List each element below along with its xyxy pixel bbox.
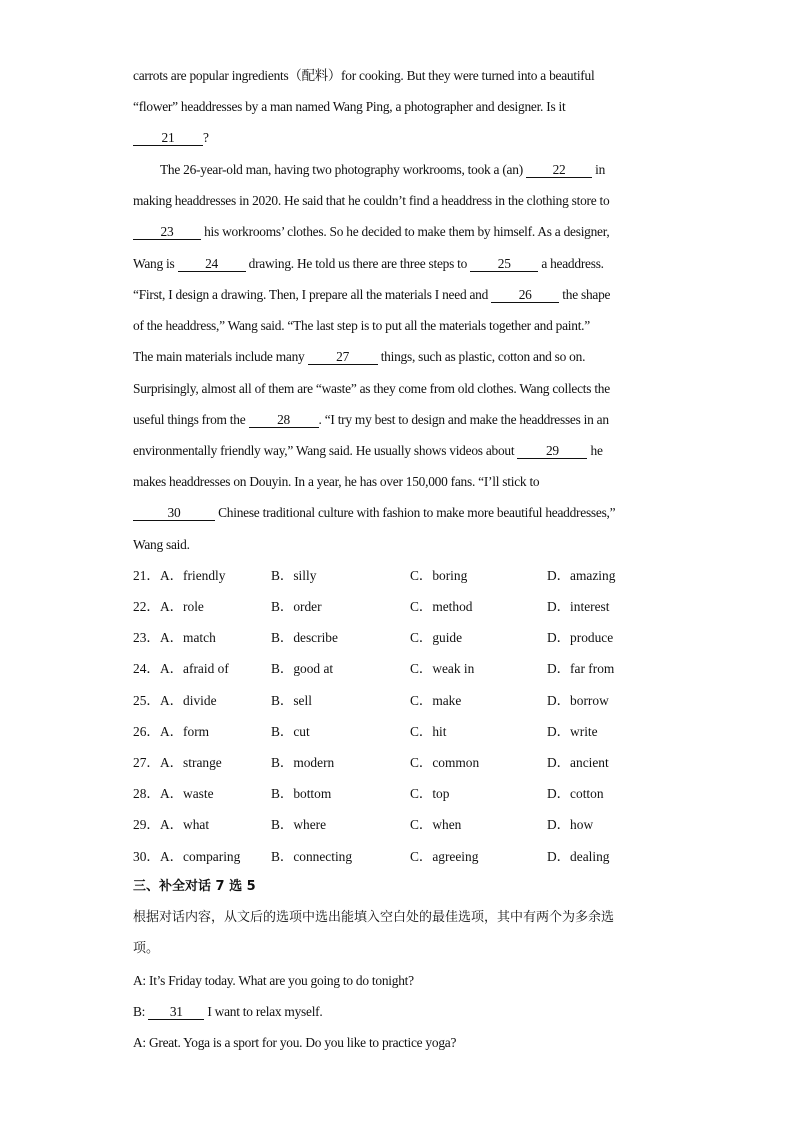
passage-line: The main materials include many 27 things, such as plastic, cotton and so on. [133, 349, 586, 364]
dialogue-line: B: 31 I want to relax myself. [133, 1004, 323, 1019]
option-d[interactable]: D．borrow [547, 693, 609, 708]
passage-line: 23 his workrooms’ clothes. So he decided to make them by himself. As a designer, [133, 223, 610, 241]
blank-24[interactable]: 24 [178, 256, 246, 272]
option-b[interactable]: B．modern [271, 755, 335, 770]
option-c[interactable]: C．agreeing [410, 849, 479, 864]
passage-line: useful things from the 28 . “I try my best to design and make the headdresses in an [133, 412, 609, 427]
option-c[interactable]: C．make [410, 693, 462, 708]
option-d[interactable]: D．far from [547, 661, 615, 676]
blank-27[interactable]: 27 [308, 349, 378, 365]
passage-line: “First, I design a drawing. Then, I prepare all the materials I need and 26 the shape [133, 287, 611, 302]
option-c[interactable]: C．weak in [410, 661, 475, 676]
passage-line: making headdresses in 2020. He said that he couldn’t find a headdress in the clothing store to [133, 193, 610, 208]
passage-line: of the headdress,” Wang said. “The last step is to put all the materials together and paint.” [133, 318, 590, 333]
option-c[interactable]: C．guide [410, 630, 463, 645]
option-c[interactable]: C．common [410, 755, 480, 770]
instruction-line: 根据对话内容，从文后的选项中选出能填入空白处的最佳选项，其中有两个为多余选 [133, 910, 615, 925]
option-c[interactable]: C．when [410, 817, 462, 832]
blank-30[interactable]: 30 [133, 505, 215, 521]
option-a[interactable]: A．afraid of [160, 661, 229, 676]
question-number: 22． [133, 599, 160, 614]
blank-22[interactable]: 22 [526, 162, 592, 178]
question-number: 21． [133, 568, 160, 583]
option-c[interactable]: C．boring [410, 568, 468, 583]
blank-28[interactable]: 28 [249, 412, 319, 428]
blank-25[interactable]: 25 [470, 256, 538, 272]
option-a[interactable]: A．match [160, 630, 216, 645]
option-a[interactable]: A．waste [160, 786, 214, 801]
passage-line: makes headdresses on Douyin. In a year, he has over 150,000 fans. “I’ll stick to [133, 474, 540, 489]
blank-23[interactable]: 23 [133, 224, 201, 240]
passage-line: 21 ? [133, 129, 209, 147]
option-a[interactable]: A．form [160, 724, 210, 739]
passage-line: 30 Chinese traditional culture with fashion to make more beautiful headdresses,” [133, 504, 615, 522]
option-b[interactable]: B．sell [271, 693, 312, 708]
option-d[interactable]: D．dealing [547, 849, 610, 864]
blank-31[interactable]: 31 [148, 1004, 204, 1020]
option-c[interactable]: C．top [410, 786, 450, 801]
option-a[interactable]: A．what [160, 817, 210, 832]
dialogue-line: A: Great. Yoga is a sport for you. Do you like to practice yoga? [133, 1035, 457, 1050]
option-b[interactable]: B．order [271, 599, 322, 614]
option-b[interactable]: B．silly [271, 568, 317, 583]
question-number: 26． [133, 724, 160, 739]
question-number: 23． [133, 630, 160, 645]
option-d[interactable]: D．cotton [547, 786, 604, 801]
question-number: 27． [133, 755, 160, 770]
passage-line: “flower” headdresses by a man named Wang Ping, a photographer and designer. Is it [133, 99, 566, 114]
option-b[interactable]: B．bottom [271, 786, 332, 801]
passage-line: environmentally friendly way,” Wang said. He usually shows videos about 29 he [133, 443, 603, 458]
option-a[interactable]: A．role [160, 599, 204, 614]
option-d[interactable]: D．how [547, 817, 594, 832]
passage-line: carrots are popular ingredients（配料）for cooking. But they were turned into a beautiful [133, 68, 595, 83]
option-d[interactable]: D．amazing [547, 568, 616, 583]
option-b[interactable]: B．cut [271, 724, 310, 739]
option-b[interactable]: B．where [271, 817, 327, 832]
dialogue-line: A: It’s Friday today. What are you going to do tonight? [133, 973, 414, 988]
instruction-line: 项。 [133, 941, 160, 956]
passage-line: Surprisingly, almost all of them are “waste” as they come from old clothes. Wang collects the [133, 381, 610, 396]
option-a[interactable]: A．comparing [160, 849, 241, 864]
option-a[interactable]: A．friendly [160, 568, 226, 583]
passage-line: The 26-year-old man, having two photography workrooms, took a (an) 22 in [160, 162, 606, 177]
option-d[interactable]: D．interest [547, 599, 610, 614]
question-number: 28． [133, 786, 160, 801]
option-a[interactable]: A．divide [160, 693, 217, 708]
question-number: 29． [133, 817, 160, 832]
option-c[interactable]: C．method [410, 599, 473, 614]
question-number: 25． [133, 693, 160, 708]
option-d[interactable]: D．produce [547, 630, 614, 645]
blank-21[interactable]: 21 [133, 130, 203, 146]
option-a[interactable]: A．strange [160, 755, 222, 770]
option-c[interactable]: C．hit [410, 724, 447, 739]
passage-line: Wang is 24 drawing. He told us there are three steps to 25 a headdress. [133, 256, 604, 271]
option-b[interactable]: B．good at [271, 661, 334, 676]
question-number: 24． [133, 661, 160, 676]
option-b[interactable]: B．describe [271, 630, 338, 645]
option-d[interactable]: D．ancient [547, 755, 609, 770]
passage-line: Wang said. [133, 537, 190, 552]
question-number: 30． [133, 849, 160, 864]
option-d[interactable]: D．write [547, 724, 598, 739]
section-heading: 三、补全对话 7 选 5 [133, 879, 256, 894]
blank-29[interactable]: 29 [517, 443, 587, 459]
blank-26[interactable]: 26 [491, 287, 559, 303]
option-b[interactable]: B．connecting [271, 849, 353, 864]
